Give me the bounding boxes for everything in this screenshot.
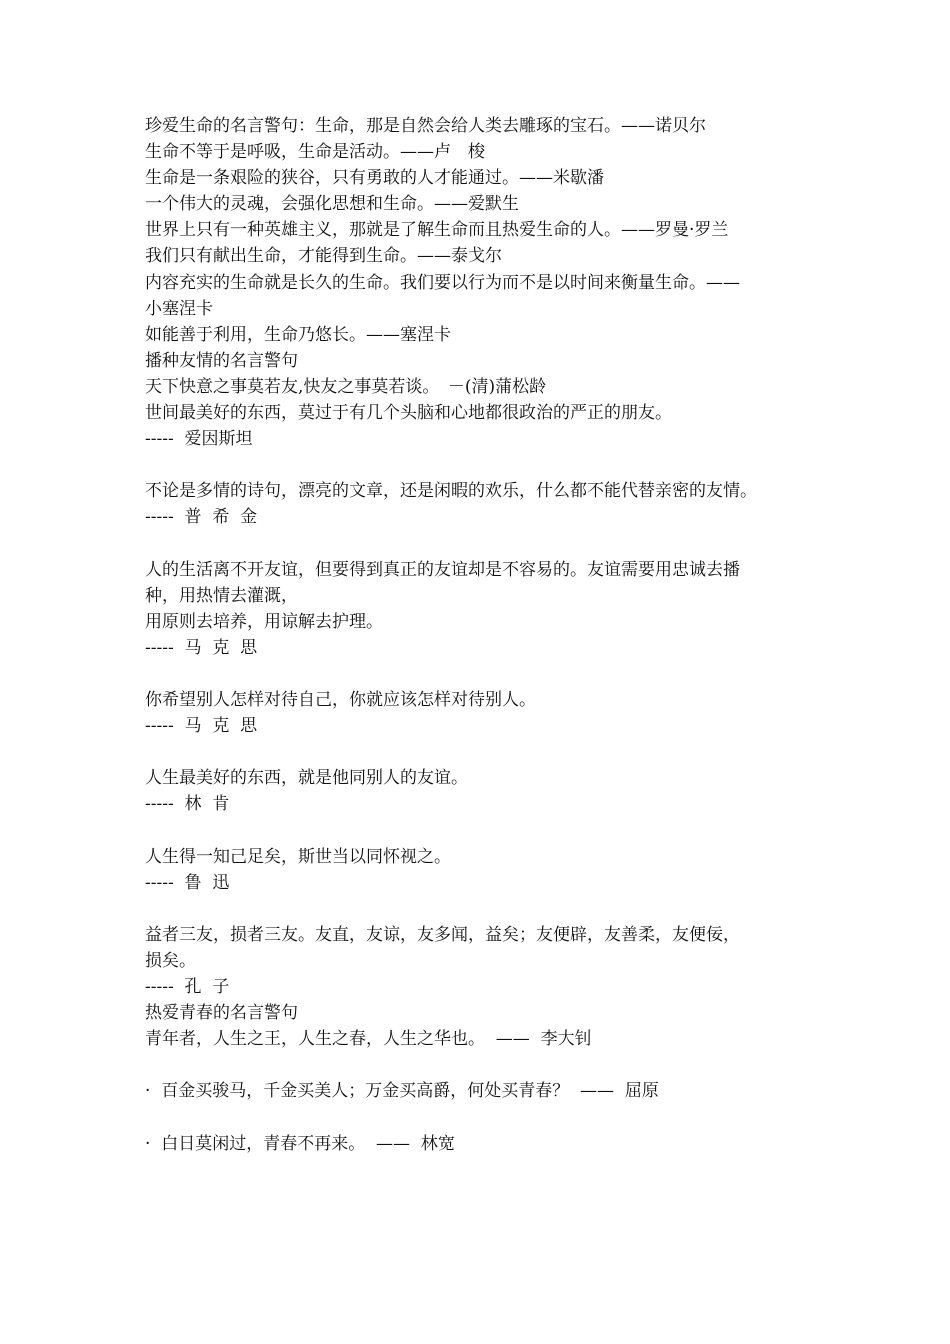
text-line: ----- 孔 子: [145, 977, 230, 998]
text-line: 种，用热情去灌溉，: [145, 585, 298, 606]
text-line: ----- 普 希 金: [145, 507, 258, 528]
text-line: 人生得一知己足矣，斯世当以同怀视之。: [145, 846, 451, 867]
blank-line: [145, 661, 810, 687]
text-line: ----- 林 肯: [145, 794, 230, 815]
text-line: 世间最美好的东西，莫过于有几个头脑和心地都很政治的严正的朋友。: [145, 403, 672, 424]
text-line: · 百金买骏马，千金买美人；万金买高爵，何处买青春？ —— 屈原: [145, 1081, 659, 1102]
text-line: 天下快意之事莫若友,快友之事莫若谈。 －(清)蒲松龄: [145, 376, 547, 397]
blank-line: [145, 818, 810, 844]
text-line: 热爱青春的名言警句: [145, 1003, 298, 1024]
text-line: 人的生活离不开友谊，但要得到真正的友谊却是不容易的。友谊需要用忠诚去播: [145, 559, 740, 580]
text-line: ----- 鲁 迅: [145, 872, 230, 893]
text-line: 小塞涅卡: [145, 298, 213, 319]
text-line: ----- 马 克 思: [145, 716, 258, 737]
text-line: · 白日莫闲过，青春不再来。 —— 林宽: [145, 1133, 455, 1154]
text-line: 人生最美好的东西，就是他同别人的友谊。: [145, 768, 468, 789]
text-line: 生命是一条艰险的狭谷，只有勇敢的人才能通过。——米歇潘: [145, 168, 604, 189]
text-line: 内容充实的生命就是长久的生命。我们要以行为而不是以时间来衡量生命。——: [145, 272, 740, 293]
text-line: 益者三友，损者三友。友直，友谅，友多闻，益矣；友便辟，友善柔，友便佞，: [145, 924, 740, 945]
text-line: 如能善于利用，生命乃悠长。——塞涅卡: [145, 324, 451, 345]
document-body: [145, 113, 810, 1157]
text-line: 用原则去培养，用谅解去护理。: [145, 611, 383, 632]
text-line: 一个伟大的灵魂，会强化思想和生命。——爱默生: [145, 194, 519, 215]
text-line: 青年者，人生之王，人生之春，人生之华也。 —— 李大钊: [145, 1029, 592, 1050]
blank-line: [145, 452, 810, 478]
blank-line: [145, 896, 810, 922]
text-line: ----- 马 克 思: [145, 637, 258, 658]
text-line: 生命不等于是呼吸，生命是活动。——卢 梭: [145, 142, 485, 163]
text-line: 你希望别人怎样对待自己，你就应该怎样对待别人。: [145, 690, 536, 711]
text-line: 不论是多情的诗句，漂亮的文章，还是闲暇的欢乐，什么都不能代替亲密的友情。: [145, 481, 757, 502]
text-line: 播种友情的名言警句: [145, 350, 298, 371]
text-line: 损矣。: [145, 951, 196, 971]
text-line: 世界上只有一种英雄主义，那就是了解生命而且热爱生命的人。——罗曼·罗兰: [145, 220, 729, 241]
blank-line: [145, 739, 810, 765]
blank-line: [145, 1052, 810, 1078]
text-line: 我们只有献出生命，才能得到生命。——泰戈尔: [145, 246, 502, 267]
text-line: 珍爱生命的名言警句：生命，那是自然会给人类去雕琢的宝石。——诺贝尔: [145, 116, 706, 136]
blank-line: [145, 1105, 810, 1131]
text-line: ----- 爱因斯坦: [145, 429, 253, 450]
blank-line: [145, 531, 810, 557]
